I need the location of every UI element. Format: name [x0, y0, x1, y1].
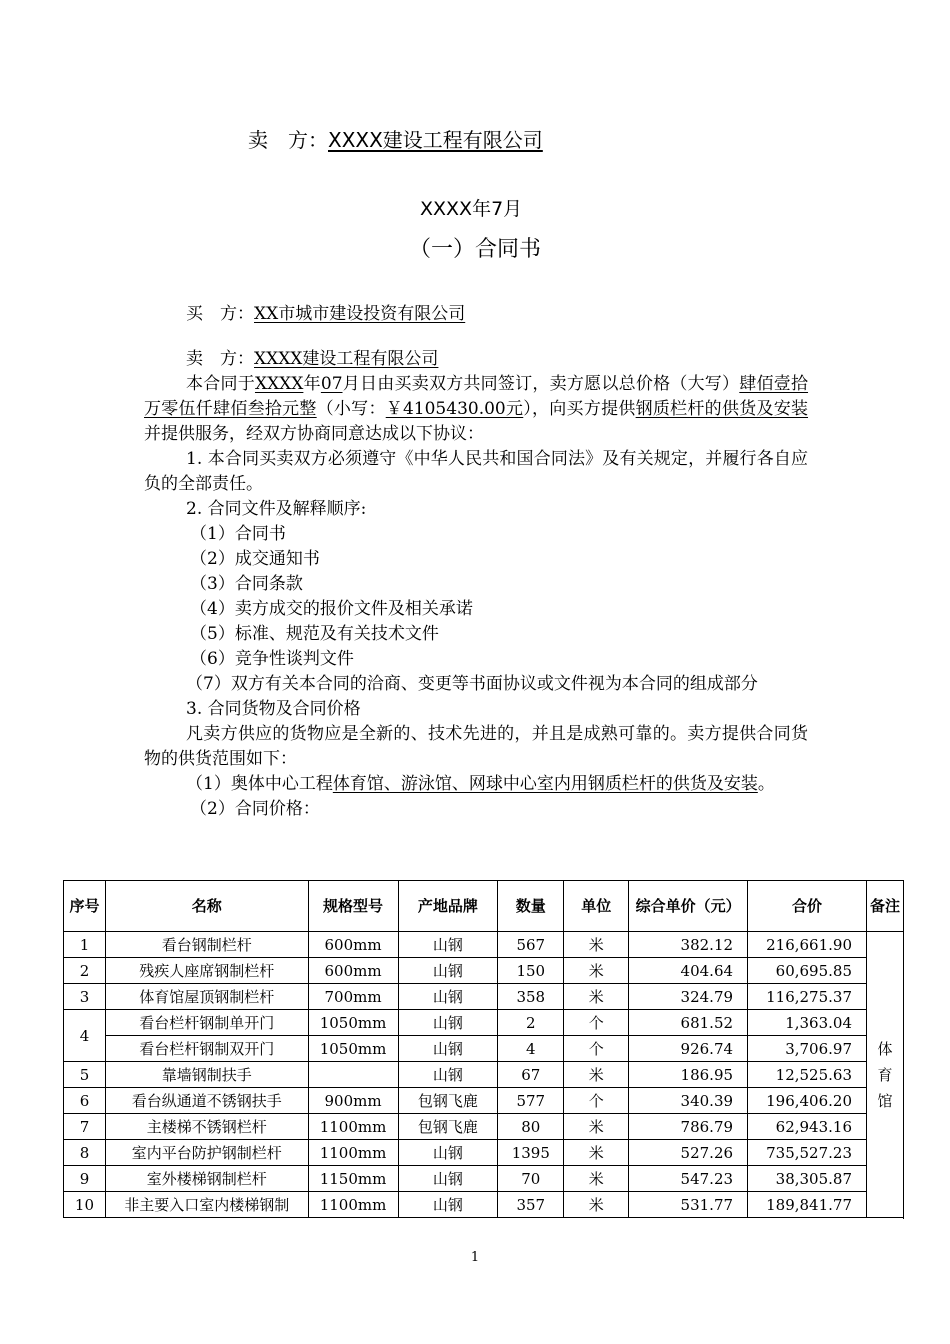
cell-unit-price: 404.64: [629, 958, 748, 984]
clause-2-item: （5）标准、规范及有关技术文件: [190, 624, 439, 644]
cell-unit-price: 547.23: [629, 1166, 748, 1192]
cell-qty: 4: [498, 1036, 564, 1062]
seller-label: 卖 方：: [186, 349, 254, 369]
cell-name: 看台栏杆钢制单开门: [105, 1010, 308, 1036]
supply-scope-prefix: （1）奥体中心工程: [186, 774, 333, 794]
cell-no: 3: [64, 984, 106, 1010]
cell-spec: 1050mm: [308, 1010, 398, 1036]
cell-name: 室内平台防护钢制栏杆: [105, 1140, 308, 1166]
table-row: [64, 958, 904, 984]
table-row: [64, 1088, 904, 1114]
intro-text-2: 年: [303, 374, 321, 394]
price-table: [63, 880, 904, 1218]
cell-no: 4: [64, 1010, 106, 1062]
cell-total: 196,406.20: [748, 1088, 867, 1114]
cell-unit: 米: [564, 958, 629, 984]
header-total: 合价: [748, 881, 867, 932]
supply-scope: [144, 772, 808, 797]
cell-unit: 个: [564, 1088, 629, 1114]
cell-unit-price: 340.39: [629, 1088, 748, 1114]
cell-unit-price: 681.52: [629, 1010, 748, 1036]
buyer-label: 买 方：: [186, 304, 254, 324]
intro-text-7: 并提供服务，经双方协商同意达成以下协议：: [144, 424, 484, 444]
cell-unit-price: 382.12: [629, 932, 748, 958]
intro-text-4: 日由买卖双方共同签订，卖方愿以总价格（大写）: [360, 374, 740, 394]
intro-amount-words: 肆佰壹拾万零伍仟肆佰叁拾元整: [144, 374, 809, 419]
cover-seller-name: XXXX建设工程有限公司: [328, 128, 543, 152]
cell-brand: 山钢: [398, 958, 498, 984]
intro-text-3: 月: [342, 374, 360, 394]
cell-spec: 1050mm: [308, 1036, 398, 1062]
cell-total: 38,305.87: [748, 1166, 867, 1192]
cell-spec: 1100mm: [308, 1192, 398, 1218]
header-unit: 单位: [564, 881, 629, 932]
cell-unit-price: 786.79: [629, 1114, 748, 1140]
cell-name: 体育馆屋顶钢制栏杆: [105, 984, 308, 1010]
intro-paragraph: [144, 372, 808, 447]
buyer-name: XX市城市建设投资有限公司: [254, 304, 466, 324]
clause-3-paragraph: 凡卖方供应的货物应是全新的、技术先进的，并且是成熟可靠的。卖方提供合同货物的供货范围如下：: [144, 724, 808, 769]
cell-unit: 米: [564, 932, 629, 958]
cell-qty: 70: [498, 1166, 564, 1192]
cell-no: 8: [64, 1140, 106, 1166]
table-row: [64, 1036, 904, 1062]
seller-line: [144, 347, 808, 372]
cell-total: 12,525.63: [748, 1062, 867, 1088]
cell-name: 看台纵通道不锈钢扶手: [105, 1088, 308, 1114]
intro-month: 07: [320, 374, 343, 394]
cell-qty: 2: [498, 1010, 564, 1036]
cell-unit: 米: [564, 1114, 629, 1140]
cell-brand: 包钢飞鹿: [398, 1114, 498, 1140]
cell-total: 189,841.77: [748, 1192, 867, 1218]
cell-qty: 67: [498, 1062, 564, 1088]
page-number: 1: [470, 1250, 480, 1265]
cell-spec: 900mm: [308, 1088, 398, 1114]
cell-no: 9: [64, 1166, 106, 1192]
buyer-line: [144, 302, 808, 327]
cell-qty: 80: [498, 1114, 564, 1140]
cell-remark: [867, 932, 904, 1218]
header-no: 序号: [64, 881, 106, 932]
header-unit-price: 综合单价（元）: [629, 881, 748, 932]
clause-2-item-7: （7）双方有关本合同的洽商、变更等书面协议或文件视为本合同的组成部分: [186, 674, 758, 694]
cell-qty: 1395: [498, 1140, 564, 1166]
seller-name: XXXX建设工程有限公司: [254, 349, 439, 369]
cell-unit: 个: [564, 1010, 629, 1036]
cell-spec: 600mm: [308, 932, 398, 958]
intro-text-5: （小写：: [316, 399, 386, 419]
cell-unit-price: 527.26: [629, 1140, 748, 1166]
cell-brand: 山钢: [398, 1010, 498, 1036]
cell-no: 5: [64, 1062, 106, 1088]
clause-3-heading: 3. 合同货物及合同价格: [186, 699, 361, 719]
supply-scope-items: 体育馆、游泳馆、网球中心室内用钢质栏杆的供货及安装: [332, 774, 758, 794]
cell-unit-price: 531.77: [629, 1192, 748, 1218]
cell-spec: 600mm: [308, 958, 398, 984]
cell-total: 1,363.04: [748, 1010, 867, 1036]
clause-2-item: （3）合同条款: [190, 574, 303, 594]
cell-total: 735,527.23: [748, 1140, 867, 1166]
cell-qty: 150: [498, 958, 564, 984]
cell-unit: 米: [564, 1062, 629, 1088]
cell-spec: [308, 1062, 398, 1088]
cell-total: 60,695.85: [748, 958, 867, 984]
clause-2-heading: 2. 合同文件及解释顺序:: [186, 499, 367, 519]
header-qty: 数量: [498, 881, 564, 932]
cell-unit: 米: [564, 1140, 629, 1166]
header-brand: 产地品牌: [398, 881, 498, 932]
cell-brand: 山钢: [398, 1166, 498, 1192]
cell-name: 看台栏杆钢制双开门: [105, 1036, 308, 1062]
cell-brand: 山钢: [398, 1036, 498, 1062]
table-row: [64, 1114, 904, 1140]
cell-unit: 个: [564, 1036, 629, 1062]
price-heading: （2）合同价格：: [190, 799, 320, 819]
clause-2-item: （6）竞争性谈判文件: [190, 649, 354, 669]
cell-qty: 567: [498, 932, 564, 958]
cell-no: 10: [64, 1192, 106, 1218]
cell-brand: 包钢飞鹿: [398, 1088, 498, 1114]
cell-unit: 米: [564, 1166, 629, 1192]
cover-seller-line: [248, 124, 543, 153]
table-row: [64, 1010, 904, 1036]
intro-text-6: ），向买方提供: [523, 399, 636, 419]
header-name: 名称: [105, 881, 308, 932]
cell-qty: 577: [498, 1088, 564, 1114]
cell-brand: 山钢: [398, 932, 498, 958]
cell-total: 116,275.37: [748, 984, 867, 1010]
intro-goods: 钢质栏杆的供货及安装: [635, 399, 809, 419]
cell-name: 看台钢制栏杆: [105, 932, 308, 958]
cell-unit-price: 186.95: [629, 1062, 748, 1088]
table-row: [64, 932, 904, 958]
cell-brand: 山钢: [398, 1192, 498, 1218]
cell-total: 216,661.90: [748, 932, 867, 958]
header-spec: 规格型号: [308, 881, 398, 932]
cell-no: 7: [64, 1114, 106, 1140]
cell-name: 主楼梯不锈钢栏杆: [105, 1114, 308, 1140]
cell-no: 1: [64, 932, 106, 958]
table-row: [64, 984, 904, 1010]
cell-unit: 米: [564, 984, 629, 1010]
cell-spec: 700mm: [308, 984, 398, 1010]
cell-unit-price: 324.79: [629, 984, 748, 1010]
cell-spec: 1150mm: [308, 1166, 398, 1192]
clause-1: 1. 本合同买卖双方必须遵守《中华人民共和国合同法》及有关规定，并履行各自应负的全部责任。: [144, 449, 808, 494]
document-title: （一）合同书: [408, 237, 541, 262]
table-header-row: [64, 881, 904, 932]
cover-seller-label: 卖 方：: [248, 128, 328, 152]
table-row: [64, 1166, 904, 1192]
supply-scope-suffix: 。: [757, 774, 775, 794]
clause-2-item: （2）成交通知书: [190, 549, 320, 569]
cell-brand: 山钢: [398, 1062, 498, 1088]
cover-date: XXXX年7月: [420, 198, 523, 220]
table-row: [64, 1140, 904, 1166]
cell-brand: 山钢: [398, 1140, 498, 1166]
cell-name: 靠墙钢制扶手: [105, 1062, 308, 1088]
cell-qty: 357: [498, 1192, 564, 1218]
clause-2-item: （4）卖方成交的报价文件及相关承诺: [190, 599, 473, 619]
cell-brand: 山钢: [398, 984, 498, 1010]
cell-spec: 1100mm: [308, 1140, 398, 1166]
intro-year: XXXX: [254, 374, 304, 394]
cell-name: 室外楼梯钢制栏杆: [105, 1166, 308, 1192]
cell-unit: 米: [564, 1192, 629, 1218]
cell-name: 非主要入口室内楼梯钢制: [105, 1192, 308, 1218]
cell-total: 3,706.97: [748, 1036, 867, 1062]
header-remark: 备注: [867, 881, 904, 932]
clause-2-item: （1）合同书: [190, 524, 286, 544]
contract-body: [144, 302, 808, 822]
remark-text: 体育馆: [877, 1039, 893, 1110]
table-row: [64, 1192, 904, 1218]
cell-total: 62,943.16: [748, 1114, 867, 1140]
cell-spec: 1100mm: [308, 1114, 398, 1140]
table-row: [64, 1062, 904, 1088]
cell-no: 2: [64, 958, 106, 984]
cell-no: 6: [64, 1088, 106, 1114]
intro-text-1: 本合同于: [186, 374, 255, 394]
cell-unit-price: 926.74: [629, 1036, 748, 1062]
intro-amount-number: ￥4105430.00元: [385, 399, 524, 419]
cell-name: 残疾人座席钢制栏杆: [105, 958, 308, 984]
cell-qty: 358: [498, 984, 564, 1010]
